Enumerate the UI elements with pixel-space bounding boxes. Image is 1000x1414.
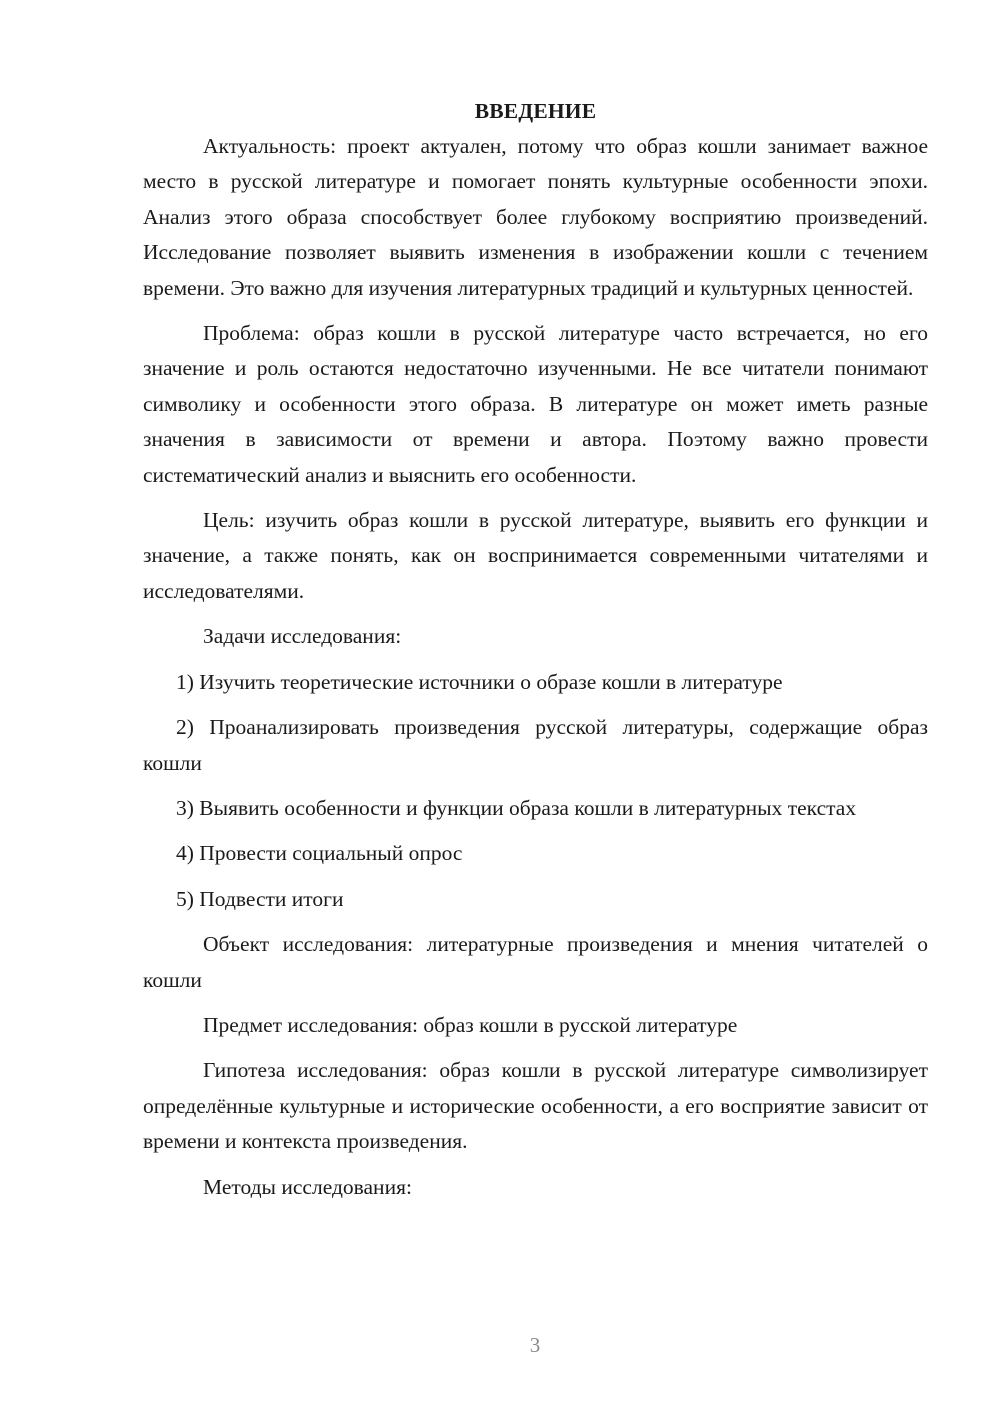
task-item-4: 4) Провести социальный опрос [176, 841, 463, 866]
section-title: ВВЕДЕНИЕ [474, 99, 597, 123]
task-item-3: 3) Выявить особенности и функции образа кошли в литературных текстах [176, 795, 857, 820]
page-body [143, 94, 928, 1215]
task-item-2: 2) Проанализировать произведения русской литературы, содержащие образ кошли [143, 715, 928, 775]
paragraph-subject: Предмет исследования: образ кошли в русской литературе [203, 1012, 738, 1037]
paragraph-relevance: Актуальность: проект актуален, потому что образ кошли занимает важное место в русской литературе и помогает понять культурные особенности эпохи. Анализ этого образа способствует более глубокому восприятию произведений. Исследование позволяет выявить изменения в изображении кошли с течением времени. Это важно для изучения литературных традиций и культурных ценностей. [143, 134, 928, 300]
paragraph-object: Объект исследования: литературные произведения и мнения читателей о кошли [143, 932, 928, 992]
tasks-heading: Задачи исследования: [203, 624, 402, 649]
page-number: 3 [529, 1333, 541, 1357]
paragraph-hypothesis: Гипотеза исследования: образ кошли в русской литературе символизирует определённые культурные и исторические особенности, а его восприятие зависит от времени и контекста произведения. [143, 1058, 928, 1154]
paragraph-goal: Цель: изучить образ кошли в русской литературе, выявить его функции и значение, а также понять, как он воспринимается современными читателями и исследователями. [143, 508, 928, 603]
paragraph-problem: Проблема: образ кошли в русской литературе часто встречается, но его значение и роль остаются недостаточно изученными. Не все читатели понимают символику и особенности этого образа. В литературе он может иметь разные значения в зависимости от времени и автора. Поэтому важно провести систематический анализ и выяснить его особенности. [143, 321, 928, 487]
task-item-5: 5) Подвести итоги [176, 886, 344, 911]
methods-heading: Методы исследования: [203, 1174, 412, 1199]
task-item-1: 1) Изучить теоретические источники о образе кошли в литературе [176, 669, 783, 694]
